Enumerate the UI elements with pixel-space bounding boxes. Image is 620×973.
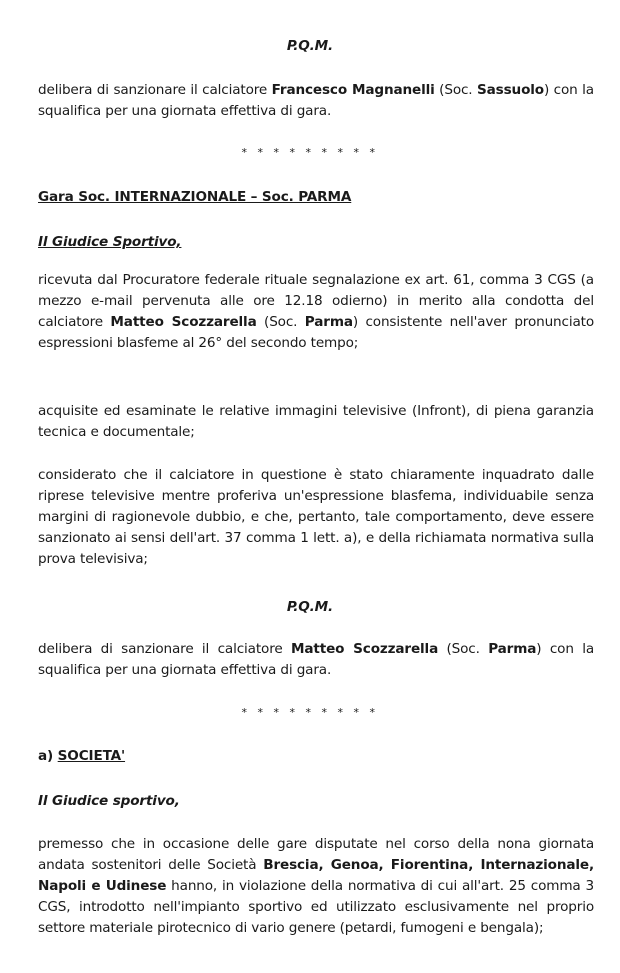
judge-heading-2: Il Giudice sportivo,: [38, 793, 180, 809]
player-name: Francesco Magnanelli: [271, 82, 435, 98]
paragraph-considered: considerato che il calciatore in questione è stato chiaramente inquadrato dalle riprese televisive mentre proferiva un'espressione blasfema, individuabile senza margini di ragionevole dubbio, e che, pertanto, tale comportamento, deve essere sanzionato ai sensi dell'art. 37 comma 1 lett. a), e della richiamata normativa sulla prova televisiva;: [38, 467, 594, 567]
decision-paragraph-2: delibera di sanzionare il calciatore Matteo Scozzarella (Soc. Parma) con la squalifica per una giornata effettiva di gara.: [38, 641, 595, 678]
decision-paragraph-1: delibera di sanzionare il calciatore Francesco Magnanelli (Soc. Sassuolo) con la squalifica per una giornata effettiva di gara.: [38, 82, 594, 119]
pqm-heading-2: P.Q.M.: [286, 599, 334, 615]
clubs-list: Brescia, Genoa, Fiorentina, Internazionale, Napoli e Udinese: [38, 857, 595, 894]
pqm-heading-1: P.Q.M.: [286, 38, 334, 54]
club-name: Sassuolo: [477, 82, 544, 98]
judge-heading: Il Giudice Sportivo,: [38, 234, 182, 250]
separator-1: * * * * * * * * *: [241, 146, 379, 159]
societa-heading: a) SOCIETA': [38, 748, 126, 764]
paragraph-received: ricevuta dal Procuratore federale rituale segnalazione ex art. 61, comma 3 CGS (a mezzo e-mail pervenuta alle ore 12.18 odierno) in merito alla condotta del calciatore Matteo Scozzarella (Soc. Parma) consistente nell'aver pronunciato espressioni blasfeme al 26° del secondo tempo;: [38, 272, 594, 351]
player-name: Matteo Scozzarella: [290, 641, 439, 657]
paragraph-premesso: premesso che in occasione delle gare disputate nel corso della nona giornata andata sostenitori delle Società Brescia, Genoa, Fiorentina, Internazionale, Napoli e Udinese hanno, in violazione della normativa di cui all'art. 25 comma 3 CGS, introdotto nell'impianto sportivo ed utilizzato esclusivamente nel proprio settore materiale pirotecnico di vario genere (petardi, fumogeni e bengala);: [38, 836, 595, 936]
separator-2: * * * * * * * * *: [241, 706, 379, 719]
club-name: Parma: [304, 314, 353, 330]
player-name: Matteo Scozzarella: [110, 314, 257, 330]
match-title: Gara Soc. INTERNAZIONALE – Soc. PARMA: [38, 189, 352, 205]
club-name: Parma: [488, 641, 537, 657]
paragraph-acquired: acquisite ed esaminate le relative immagini televisive (Infront), di piena garanzia tecnica e documentale;: [38, 403, 594, 440]
